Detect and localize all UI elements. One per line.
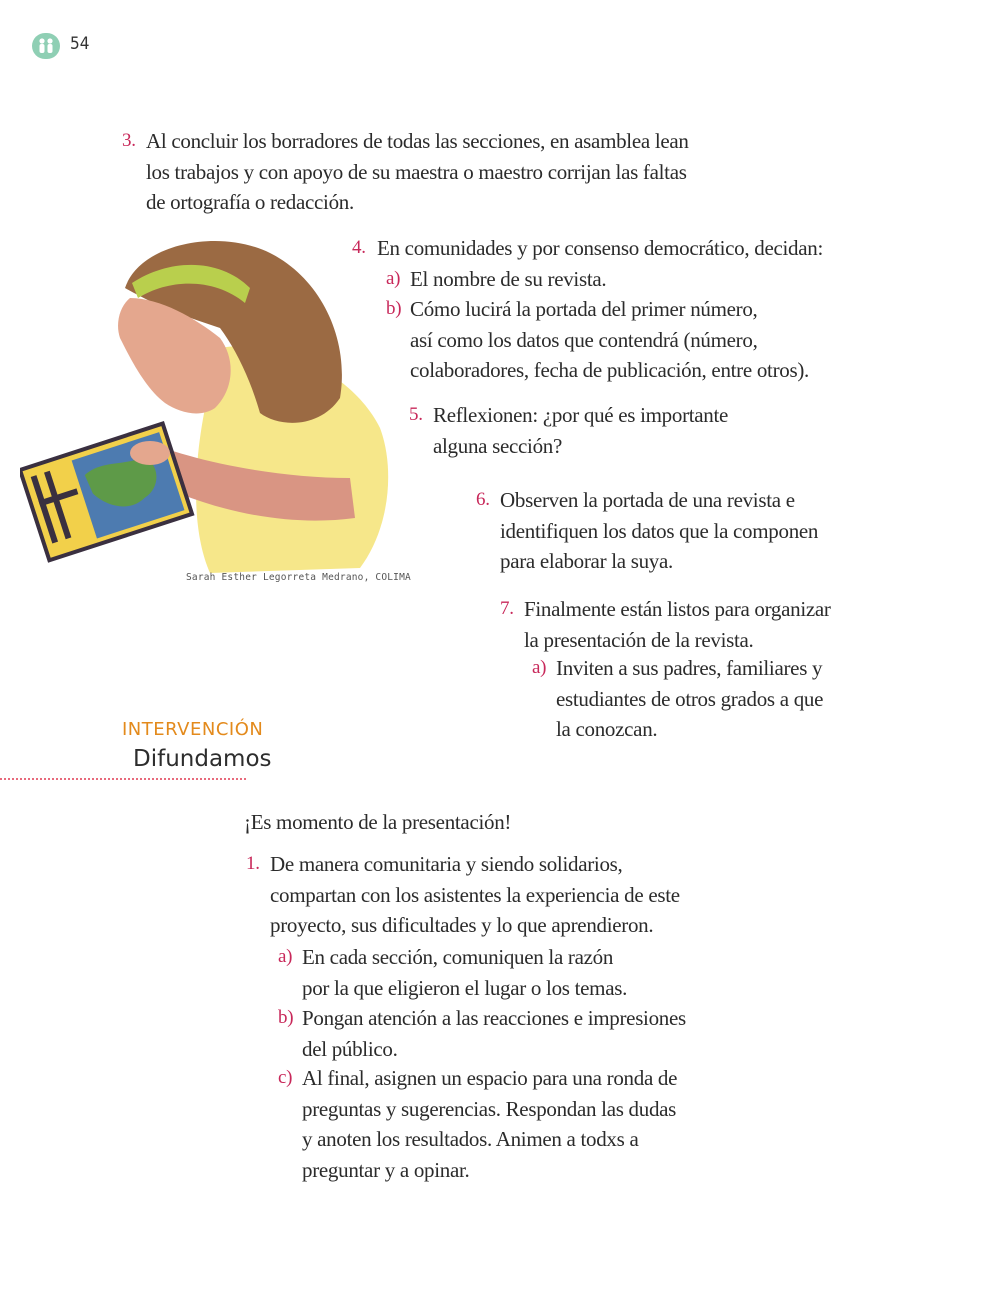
text-line: para elaborar la suya. (500, 549, 673, 573)
text-line: y anoten los resultados. Animen a todxs a (302, 1127, 639, 1151)
subitem-4a (386, 264, 606, 295)
students-icon (32, 33, 60, 59)
illustration-credit: Sarah Esther Legorreta Medrano, COLIMA (186, 572, 411, 583)
list-item-5 (409, 400, 728, 461)
text-line: de ortografía o redacción. (146, 190, 354, 214)
text-line: identifiquen los datos que la componen (500, 518, 819, 543)
text-line: Inviten a sus padres, familiares y (556, 656, 823, 680)
list-item-6 (476, 485, 818, 577)
girl-reading-magazine-illustration (20, 228, 400, 573)
item-number: 1. (246, 853, 260, 874)
item-letter: b) (386, 298, 402, 319)
list-item-4 (352, 233, 823, 264)
item-number: 6. (476, 489, 490, 510)
subitem-1c (278, 1063, 677, 1185)
text-line: Al concluir los borradores de todas las secciones, en asamblea lean (146, 129, 689, 153)
text-line: proyecto, sus dificultades y lo que aprendieron. (270, 913, 654, 937)
section-divider (0, 778, 246, 780)
illustration (20, 228, 400, 573)
subitem-7a (532, 653, 823, 745)
text-line: preguntar y a opinar. (302, 1157, 470, 1182)
item-letter: a) (532, 657, 547, 678)
page-number: 54 (70, 34, 90, 54)
text-line: Al final, asignen un espacio para una ronda de (302, 1066, 678, 1090)
text-line: Finalmente están listos para organizar (524, 597, 831, 621)
text-line: Cómo lucirá la portada del primer número, (410, 297, 758, 321)
text-line: por la que eligieron el lugar o los temas. (302, 975, 628, 1000)
text-line: De manera comunitaria y siendo solidarios, (270, 852, 623, 876)
item-letter: a) (278, 946, 293, 967)
item-number: 7. (500, 598, 514, 619)
text-line: la presentación de la revista. (524, 627, 754, 652)
list-item-7 (500, 594, 831, 655)
text-line: Pongan atención a las reacciones e impresiones (302, 1006, 686, 1030)
text-line: la conozcan. (556, 717, 658, 741)
list-item-1 (246, 849, 680, 941)
text-line: Reflexionen: ¿por qué es importante (433, 403, 729, 427)
text-line: Observen la portada de una revista e (500, 488, 795, 512)
text-line: En comunidades y por consenso democrático, decidan: (377, 236, 823, 260)
section-title: Difundamos (133, 746, 272, 772)
subitem-1a (278, 942, 627, 1003)
list-item-3 (122, 126, 689, 218)
item-letter: b) (278, 1007, 294, 1028)
item-letter: a) (386, 268, 401, 289)
item-letter: c) (278, 1067, 293, 1088)
text-line: preguntas y sugerencias. Respondan las dudas (302, 1096, 677, 1121)
text-line: colaboradores, fecha de publicación, entre otros). (410, 358, 809, 382)
text-line: alguna sección? (433, 433, 563, 458)
text-line: En cada sección, comuniquen la razón (302, 945, 614, 969)
section-kicker: INTERVENCIÓN (122, 719, 264, 740)
section-intro: ¡Es momento de la presentación! (244, 810, 512, 834)
subitem-1b (278, 1003, 686, 1064)
students-icon-graphic (32, 33, 60, 59)
text-line: así como los datos que contendrá (número, (410, 327, 758, 352)
item-number: 4. (352, 237, 366, 258)
text-line: del público. (302, 1036, 398, 1061)
text-line: El nombre de su revista. (410, 267, 607, 291)
item-number: 3. (122, 130, 136, 151)
text-line: estudiantes de otros grados a que (556, 686, 824, 711)
text-line: compartan con los asistentes la experiencia de este (270, 882, 680, 907)
text-line: los trabajos y con apoyo de su maestra o maestro corrijan las faltas (146, 159, 687, 184)
item-number: 5. (409, 404, 423, 425)
subitem-4b (386, 294, 809, 386)
